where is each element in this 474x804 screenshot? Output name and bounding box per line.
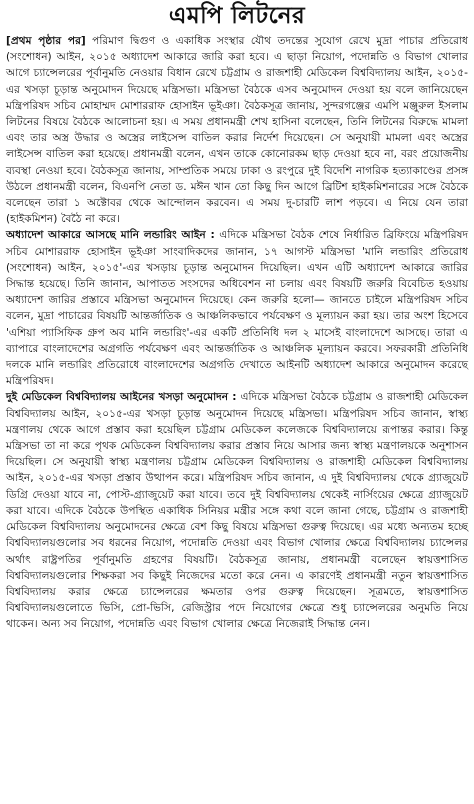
article-headline: এমপি লিটনের xyxy=(168,3,306,29)
section-heading-money-laundering: অধ্যাদেশ আকারে আসছে মানি লন্ডারিং আইন : xyxy=(6,229,215,242)
article-section-money-laundering xyxy=(6,227,468,389)
article-section-medical-university xyxy=(6,389,468,632)
section-heading-medical-university: দুই মেডিকেল বিশ্ববিদ্যালয় আইনের খসড়া অনুমোদন : xyxy=(6,391,237,404)
section-body-medical-university: এদিকে মন্ত্রিসভা বৈঠকে চট্টগ্রাম ও রাজশাহী মেডিকেল বিশ্ববিদ্যালয় আইন, ২০১৫-এর খসড়া চূড়ান্ত অনুমোদন দিয়েছে মন্ত্রিসভা। মন্ত্রিপরিষদ সচিব জানান, স্বাস্থ্য মন্ত্রণালয় থেকে আগে প্রস্তাব করা হয়েছিল চট্টগ্রাম মেডিকেল কলেজকে বিশ্ববিদ্যালয়ে রূপান্তর করার। কিন্তু মন্ত্রিসভা তা না করে পৃথক মেডিকেল বিশ্ববিদ্যালয় করার প্রস্তাব নিয়ে আসার জন্য স্বাস্থ্য মন্ত্রণালয়কে অনুশাসন দিয়েছিল। সে অনুযায়ী স্বাস্থ্য মন্ত্রণালয় চট্টগ্রাম মেডিকেল বিশ্ববিদ্যালয় ও রাজশাহী মেডিকেল বিশ্ববিদ্যালয় আইন, ২০১৫-এর খসড়া প্রস্তাব উত্থাপন করে। মন্ত্রিপরিষদ সচিব জানান, এ দুই বিশ্ববিদ্যালয় থেকে গ্র্যাজুয়েট ডিগ্রি দেওয়া যাবে না, পোস্ট-গ্র্যাজুয়েট করা যাবে। তবে দুই বিশ্ববিদ্যালয় থেকেই নার্সিংয়ের ক্ষেত্রে গ্র্যাজুয়েট করা যাবে। এদিকে বৈঠকে উপস্থিত একাধিক সিনিয়র মন্ত্রীর সঙ্গে কথা বলে জানা গেছে, চট্টগ্রাম ও রাজশাহী মেডিকেল বিশ্ববিদ্যালয় অনুমোদনের ক্ষেত্রে বেশ কিছু বিষয়ে মন্ত্রিসভা গুরুত্ব দিয়েছে। এর মধ্যে অন্যতম হচ্ছে বিশ্ববিদ্যালয়গুলোর সব ধরনের নিয়োগ, পদোন্নতি দেওয়া এবং বিভাগ খোলার ক্ষেত্রে বিশ্ববিদ্যালয় চ্যান্সেলর অর্থাৎ রাষ্ট্রপতির পূর্বানুমতি গ্রহণের বিষয়টি। বৈঠকসূত্র জানায়, প্রধানমন্ত্রী বলেছেন স্বায়ত্তশাসিত বিশ্ববিদ্যালয়গুলোর শিক্ষকরা সব কিছুই নিজেদের মতো করে নেন। এ কারণেই প্রধানমন্ত্রী নতুন স্বায়ত্তশাসিত বিশ্ববিদ্যালয় করার ক্ষেত্রে চ্যান্সেলরের ক্ষমতার ওপর গুরুত্ব দিয়েছেন। সূত্রমতে, স্বায়ত্তশাসিত বিশ্ববিদ্যালয়গুলোতে ভিসি, প্রো-ভিসি, রেজিস্ট্রার পদে নিয়োগের ক্ষেত্রে শুধু চ্যান্সেলরের অনুমতি নিয়ে থাকেন। অন্য সব নিয়োগ, পদোন্নতি এবং বিভাগ খোলার ক্ষেত্রে নিজেরাই সিদ্ধান্ত নেন। xyxy=(6,391,468,631)
intro-text: পরিমাণ দ্বিগুণ ও একাধিক সংস্থার যৌথ তদন্তের সুযোগ রেখে মুদ্রা পাচার প্রতিরোধ (সংশোধন) আইন, ২০১৫ অধ্যাদেশ আকারে জারি করা হবে। এ ছাড়া নিয়োগ, পদোন্নতি ও বিভাগ খোলার আগে চ্যান্সেলরের পূর্বানুমতি নেওয়ার বিধান রেখে চট্টগ্রাম ও রাজশাহী মেডিকেল বিশ্ববিদ্যালয় আইন, ২০১৫-এর খসড়া চূড়ান্ত অনুমোদন দিয়েছে মন্ত্রিসভা। মন্ত্রিসভা বৈঠকে এসব অনুমোদন দেওয়া হয় বলে জানিয়েছেন মন্ত্রিপরিষদ সচিব মোহাম্মদ মোশাররাফ হোসাইন ভূইঞা। বৈঠকসূত্র জানায়, সুন্দরগঞ্জের এমপি মঞ্জুরুল ইসলাম লিটনের বিষয়ে বৈঠকে আলোচনা হয়। এ সময় প্রধানমন্ত্রী শেখ হাসিনা বলেছেন, তিনি লিটনের বিরুদ্ধে মামলা এবং তার অস্ত্র উদ্ধার ও অস্ত্রের লাইসেন্স বাতিল করার নির্দেশ দিয়েছেন। সে অনুযায়ী মামলা এবং অস্ত্রের লাইসেন্স বাতিল করা হয়েছে। প্রধানমন্ত্রী বলেন, এখন তাকে কোনোরকম ছাড় দেওয়া হবে না, বরং প্রয়োজনীয় ব্যবস্থা নেওয়া হবে। বৈঠকসূত্র জানায়, সাম্প্রতিক সময়ে ঢাকা ও রংপুরে দুই বিদেশি নাগরিক হত্যাকাণ্ডের প্রসঙ্গ উঠলে প্রধানমন্ত্রী বলেন, বিএনপি নেতা ড. মঈন খান তো কিছু দিন আগে ব্রিটিশ হাইকমিশনারের সঙ্গে বৈঠকে বলেছেন তারা ১ অক্টোবর থেকে আন্দোলন করবেন। এ সময় দু-চারটি লাশ পড়বে। এ নিয়ে যেন তারা (হাইকমিশন) বৈঠৈ না করে। xyxy=(6,35,468,226)
continuation-tag: [প্রথম পৃষ্ঠার পর] xyxy=(6,35,86,47)
article-paragraph-intro xyxy=(6,33,468,227)
section-body-money-laundering: এদিকে মন্ত্রিসভা বৈঠক শেষে নির্ধারিত ব্রিফিংয়ে মন্ত্রিপরিষদ সচিব মোশাররাফ হোসাইন ভূইঞা সাংবাদিকদের জানান, ১৭ আগস্ট মন্ত্রিসভা 'মানি লন্ডারিং প্রতিরোধ (সংশোধন) আইন, ২০১৫'-এর খসড়ায় চূড়ান্ত অনুমোদন দিয়েছিল। এখন এটি অধ্যাদেশ আকারে জারির সিদ্ধান্ত হয়েছে। তিনি জানান, আপাতত সংসদের অধিবেশন না চলায় এবং বিষয়টি জরুরি বিবেচিত হওয়ায় অধ্যাদেশ জারির প্রস্তাবে মন্ত্রিসভা অনুমোদন দিয়েছে। কেন জরুরি হলো— জানতে চাইলে মন্ত্রিপরিষদ সচিব বলেন, মুদ্রা পাচারের বিষয়টি আন্তর্জাতিক ও আঞ্চলিকভাবে পর্যবেক্ষণ ও মূল্যায়ন করা হয়। তার অংশ হিসেবে 'এশিয়া প্যাসিফিক গ্রুপ অব মানি লন্ডারিং'-এর একটি প্রতিনিধি দল ২ মাসেই বাংলাদেশে আসছে। তারা এ ব্যাপারে বাংলাদেশের অগ্রগতি পর্যবেক্ষণ এবং আন্তর্জাতিক ও আঞ্চলিক মূল্যায়ন করবে। সফরকারী প্রতিনিধি দলকে মানি লন্ডারিং প্রতিরোধে বাংলাদেশের অগ্রগতি দেখাতে আইনটি অধ্যাদেশ আকারে অনুমোদন করেছে মন্ত্রিপরিষদ। xyxy=(6,229,469,388)
